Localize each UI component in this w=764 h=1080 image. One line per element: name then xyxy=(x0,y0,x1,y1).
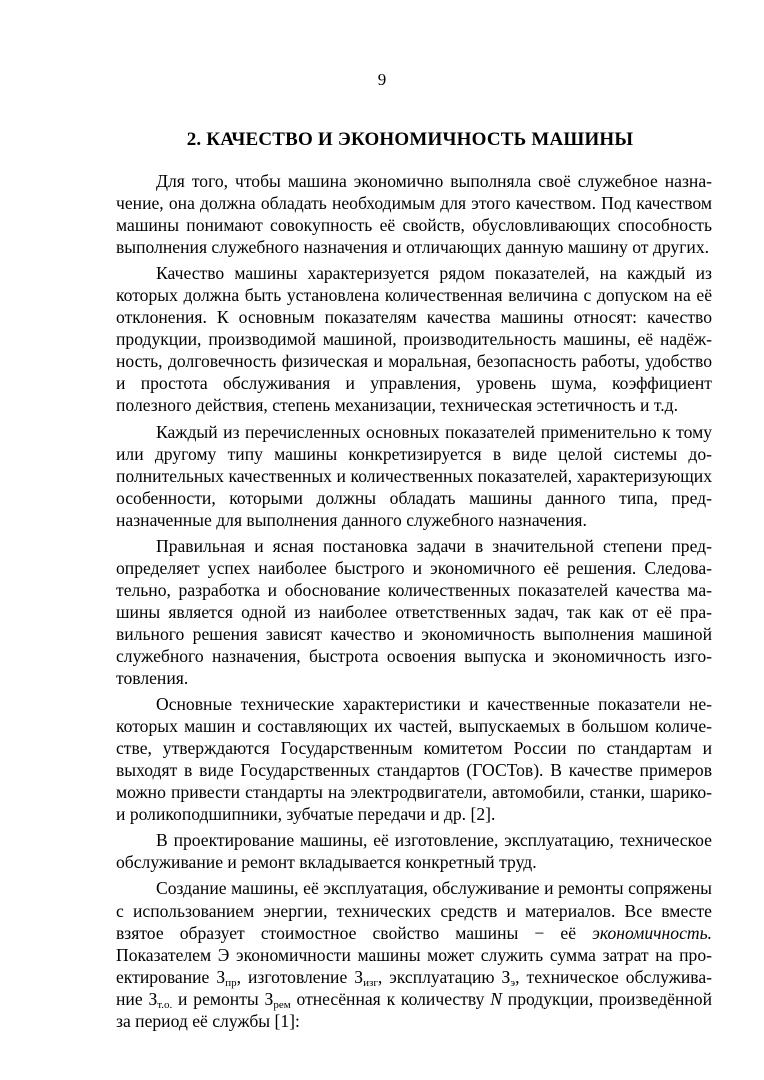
paragraph-2: Качество машины характеризуется рядом показателей, на каждый из которых должна быть установлена количественная величина с допуском на её отклонения. К основным показателям качества машины относят: качество продукции, производимой машиной, производительность машины, её надёжность, долговечность физическая и моральная, безопасность работы, удобство и простота обслуживания и управления, уровень шума, коэффициент полезного действия, степень механизации, техническая эстетичность и т.д. xyxy=(116,263,712,416)
subscript-repair: рем xyxy=(273,998,291,1011)
economy-term: экономичность. xyxy=(592,922,712,943)
paragraph-7-text: , изготовление З xyxy=(236,966,364,987)
paragraph-7-text: , эксплуатацию З xyxy=(377,966,511,987)
paragraph-4: Правильная и ясная постановка задачи в значительной степени предопределяет успех наиболее быстрого и экономичного её решения. Следовательно, разработка и обоснование количественных показателей качества машины является одной из наиболее ответственных задач, так как от её правильного решения зависят качество и экономичность выполнения машиной служебного назначения, быстрота освоения выпуска и экономичность изготовления. xyxy=(116,535,712,689)
paragraph-5: Основные технические характеристики и качественные показатели некоторых машин и составляющих их частей, выпускаемых в большом количестве, утверждаются Государственным комитетом России по стандартам и выходят в виде Государственных стандартов (ГОСТов). В качестве примеров можно привести стандарты на электродвигатели, автомобили, станки, шарико- и роликоподшипники, зубчатые передачи и др. [2]. xyxy=(116,694,712,825)
subscript-service: т.о. xyxy=(157,998,173,1011)
paragraph-7-text: Создание машины, её эксплуатация, обслуживание и ремонты сопряжены с использованием энергии, технических средств и материалов. Все вместе взятое образует стоимостное свойство машины − её xyxy=(116,878,712,943)
page-number: 9 xyxy=(377,70,387,89)
paragraph-7-text: и ремонты З xyxy=(172,988,274,1009)
paragraph-6: В проектирование машины, её изготовление, эксплуатацию, техническое обслуживание и ремонт вкладывается конкретный труд. xyxy=(116,830,712,873)
subscript-manufacture: изг xyxy=(363,976,378,989)
paragraph-1: Для того, чтобы машина экономично выполняла своё служебное назначение, она должна обладать необходимым для этого качеством. Под качеством машины понимают совокупность её свойств, обусловливающих способность выполнения служебного назначения и отличающих данную машину от других. xyxy=(116,171,712,258)
paragraph-7-text: Показателем Э экономичности машины может служить сумма затрат на проектирование З xyxy=(116,944,712,987)
section-body xyxy=(116,170,712,1032)
section-title: 2. КАЧЕСТВО И ЭКОНОМИЧНОСТЬ МАШИНЫ xyxy=(186,129,634,150)
paragraph-7-text: отнесённая к количеству xyxy=(290,988,491,1009)
subscript-design: пр xyxy=(225,976,237,989)
paragraph-7-text: , техническое обслуживание З xyxy=(116,966,713,1009)
paragraph-7-text: продукции, произведённой за период её службы [1]: xyxy=(116,988,713,1031)
variable-n: N xyxy=(490,988,502,1009)
paragraph-7 xyxy=(116,877,712,1031)
subscript-operation: э xyxy=(510,976,516,989)
paragraph-3: Каждый из перечисленных основных показателей применительно к тому или другому типу машины конкретизируется в виде целой системы дополнительных качественных и количественных показателей, характеризующих особенности, которыми должны обладать машины данного типа, предназначенные для выполнения данного служебного назначения. xyxy=(116,421,712,530)
